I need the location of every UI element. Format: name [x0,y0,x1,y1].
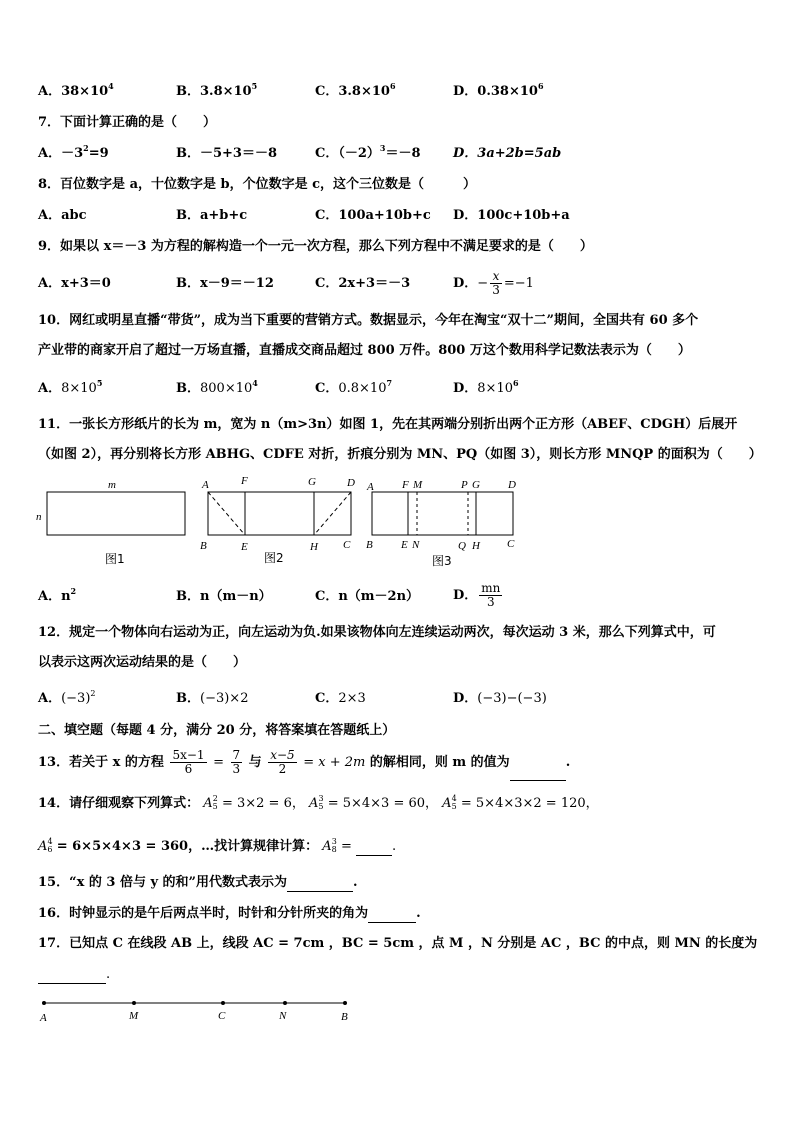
figure-1-label-m: m [108,479,116,491]
q10-option-c: C．$0.8\times 10^7$ [315,378,393,396]
figure-1-label-n: n [36,511,42,523]
q12-option-c: C．2×3 [315,691,366,706]
q15-line: 15．“x 的 3 倍与 y 的和”用代数式表示为 . [38,875,358,890]
q9-option-b: B．x－9＝－12 [176,276,274,291]
q14-answer-blank[interactable] [356,855,392,856]
figure-3-label-n: N [412,539,420,551]
figure-3-label-c: C [507,538,515,550]
figure-3-label-m: M [413,479,423,491]
figure-2-label-b: B [200,540,207,552]
figure-3-label-q: Q [458,540,466,552]
label-n: N [279,1010,287,1022]
figure-2-label-g: G [308,476,316,488]
q8-option-d: D．100c+10b+a [453,208,570,223]
q7-option-d: D．3a+2b=5ab [453,146,562,161]
q7-option-b: B．－5+3＝－8 [176,146,278,161]
figure-2-label-h: H [310,541,318,553]
q9-option-a: A．x+3＝0 [38,276,111,291]
figure-3-label-h: H [472,540,480,552]
label-c: C [218,1010,226,1022]
figure-2-label-c: C [343,539,351,551]
q14-line-2: $A_6^4 = 6\times 5\times 4\times 3 = 360$，…找计算规律计算： $A_8^3$ = . [38,837,397,854]
q8-stem: 8．百位数字是 a，十位数字是 b，个位数字是 c，这个三位数是（ ） [38,177,477,192]
q6-option-b: B．$3.8\times 10^5$ [176,81,258,99]
figure-3-rect [372,492,513,535]
q11-option-c: C．n（m－2n） [315,589,420,604]
q9-option-d: D．− $\frac{x}{3}$ =−1 [453,269,534,297]
figure-2-caption: 图2 [264,551,284,565]
q9-stem: 9．如果以 x＝－3 为方程的解构造一个一元一次方程，那么下列方程中不满足要求的是（ ） [38,239,593,254]
q12-option-d: D．(−3)−(−3) [453,691,547,706]
q7-option-c: C．$(-2)^3=-8$ [315,143,421,161]
figure-3-label-f: F [402,479,409,491]
q12-option-a: A．$(-3)^2$ [38,689,96,706]
figure-3-label-a: A [367,481,374,493]
q13-answer-blank[interactable] [510,780,566,781]
q12-option-b: B．(−3)×2 [176,691,249,706]
q15-answer-blank[interactable] [287,891,353,892]
section-2-heading: 二、填空题（每题 4 分，满分 20 分，将答案填在答题纸上） [38,723,396,738]
point-n [283,1001,287,1005]
label-a: A [40,1012,47,1024]
q11-line-1: 11．一张长方形纸片的长为 m，宽为 n（m>3n）如图 1，先在其两端分别折出两个正方形（ABEF、CDGH）后展开 [38,417,738,432]
q11-option-d: D． $\frac{mn}{3}$ [453,581,501,609]
figure-3-label-g: G [472,479,480,491]
figure-2-diagonal-ae [208,492,245,535]
q17-line-1: 17．已知点 C 在线段 AB 上，线段 AC = 7cm ，BC = 5cm ，点 M ，N 分别是 AC ，BC 的中点，则 MN 的长度为 [38,936,758,951]
figure-3 [366,479,516,568]
q9-option-c: C．2x+3＝－3 [315,276,411,291]
q17-line-2: . [38,966,110,984]
figure-2 [200,475,355,565]
figure-3-label-e: E [401,539,408,551]
label-b: B [341,1011,348,1023]
q8-option-b: B．a+b+c [176,208,248,223]
q12-line-1: 12．规定一个物体向右运动为正，向左运动为负.如果该物体向左连续运动两次，每次运动 3 米，那么下列算式中，可 [38,625,716,640]
q6-option-d: D．$0.38\times 10^6$ [453,81,544,99]
figure-1-caption: 图1 [105,552,125,566]
q16-answer-blank[interactable] [368,922,416,923]
point-a [42,1001,46,1005]
q17-answer-blank[interactable] [38,983,106,984]
point-m [132,1001,136,1005]
q8-option-c: C．100a+10b+c [315,208,431,223]
point-b [343,1001,347,1005]
q14-line-1: 14．请仔细观察下列算式： $A_5^2 = 3\times 2 = 6$， $A_5^3 = 5\times 4\times 3 = 60$， $A_5^4 = 5\times 4\times 3\times 2 = 120$， [38,794,599,811]
q6-option-a: A．$38\times 10^4$ [38,81,114,99]
point-c [221,1001,225,1005]
figure-3-label-b: B [366,539,373,551]
q6-option-c: C．$3.8\times 10^6$ [315,81,396,99]
q11-option-b: B．n（m－n） [176,589,272,604]
q10-line-1: 10．网红或明星直播“带货”，成为当下重要的营销方式。数据显示，今年在淘宝“双十二”期间，全国共有 60 多个 [38,313,699,328]
figure-2-label-a: A [202,479,209,491]
q7-option-a: A．$-3^2=9$ [38,143,109,161]
q12-line-2: 以表示这两次运动结果的是（ ） [38,655,247,670]
figure-2-label-d: D [347,477,355,489]
q11-figures [30,472,530,572]
q11-option-a: A．$n^2$ [38,586,77,604]
label-m: M [129,1010,139,1022]
q13-line: 13．若关于 x 的方程 $\frac{5x-1}{6}$ = $\frac{7}{3}$ 与 $\frac{x-5}{2}$ = x + 2m 的解相同，则 m 的值为 . [38,745,570,781]
q10-line-2: 产业带的商家开启了超过一万场直播，直播成交商品超过 800 万件。800 万这个数用科学记数法表示为（ ） [38,343,691,358]
q10-option-d: D．$8\times 10^6$ [453,378,519,396]
q11-line-2: （如图 2），再分别将长方形 ABHG、CDFE 对折，折痕分别为 MN、PQ（如图 3），则长方形 MNQP 的面积为（ ） [38,447,762,462]
figure-3-caption: 图3 [432,554,452,568]
q16-line: 16．时钟显示的是午后两点半时，时针和分针所夹的角为 . [38,906,421,921]
figure-2-label-e: E [241,541,248,553]
q17-segment-figure [30,993,360,1029]
q7-stem: 7．下面计算正确的是（ ） [38,115,217,130]
figure-3-label-p: P [461,479,468,491]
q10-option-b: B．$800\times 10^4$ [176,378,258,396]
q8-option-a: A．abc [38,208,87,223]
figure-2-rect [208,492,351,535]
figure-2-label-f: F [241,475,248,487]
figure-2-diagonal-dh [314,492,351,535]
q10-option-a: A．$8\times 10^5$ [38,378,103,396]
figure-3-label-d: D [508,479,516,491]
figure-1 [36,479,185,566]
figure-1-rect [47,492,185,535]
